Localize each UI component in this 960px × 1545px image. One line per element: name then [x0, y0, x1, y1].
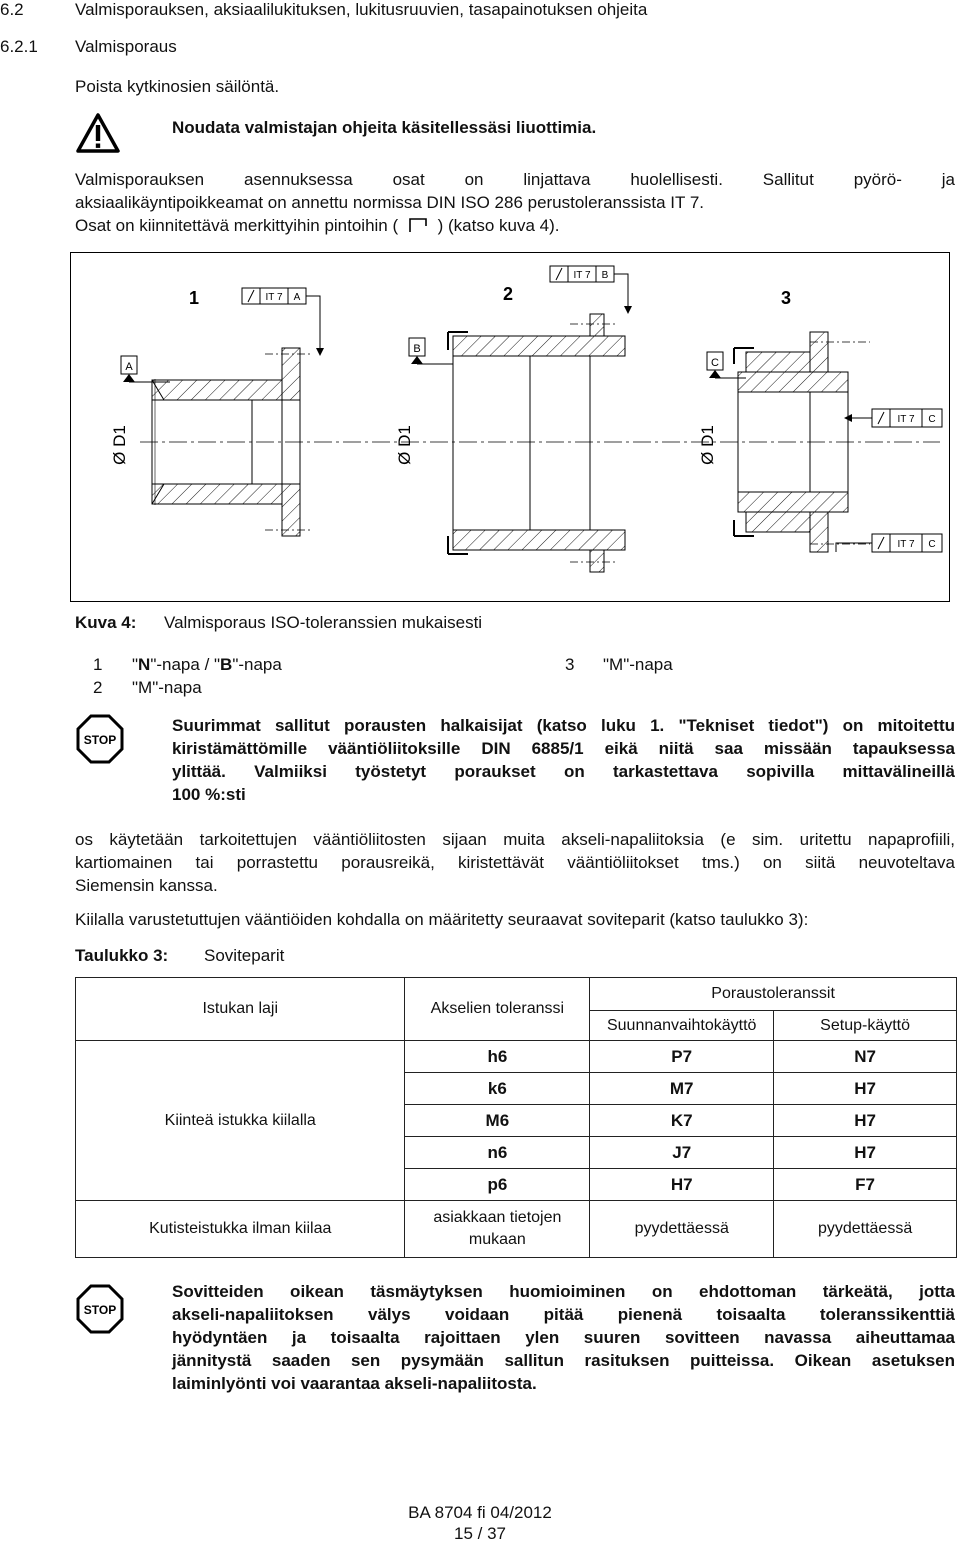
legend-item-2: "M"-napa	[132, 678, 202, 697]
para1-line3-end: ) (katso kuva 4).	[437, 216, 560, 235]
header-bore-tolerances: Poraustoleranssit	[590, 978, 957, 1011]
stop2-line1: Sovitteiden oikean täsmäytyksen huomioiminen on ehdottoman tärkeätä, jotta	[172, 1282, 955, 1301]
para2-line3: Siemensin kanssa.	[75, 876, 218, 895]
stop2-line5: laiminlyönti voi vaarantaa akseli-napaliitosta.	[172, 1374, 537, 1393]
table-label: Taulukko 3:	[75, 946, 169, 965]
figure-4-drawing	[70, 252, 950, 602]
fit-group-keyed: Kiinteä istukka kiilalla	[76, 1041, 405, 1201]
stop2-line2: akseli-napaliitoksen välys voidaan pitää pienenä toisaalta toleranssikenttiä	[172, 1305, 955, 1324]
surface-mark-icon	[407, 217, 429, 233]
para1-line1: Valmisporauksen asennuksessa osat on linjattava huolellisesti. Sallitut pyörö- ja	[75, 170, 955, 189]
warning-icon	[76, 112, 120, 154]
stop-icon	[76, 714, 124, 764]
footer-page-number: 15 / 37	[454, 1524, 506, 1543]
datum-c-label: C	[711, 357, 719, 369]
fit-group-shrink: Kutisteistukka ilman kiilaa	[76, 1201, 405, 1258]
para2-line2: kartiomainen tai porrastettu porausreikä, kiristettävät vääntiöliitokset tms.) on siitä neuvoteltava	[75, 853, 955, 872]
dia-label-3: Ø D1	[698, 425, 717, 465]
table-row: Kutisteistukka ilman kiilaa asiakkaan tietojen mukaan pyydettäessä pyydettäessä	[76, 1201, 957, 1258]
part-label-3: 3	[780, 288, 792, 308]
tolerance-frame-c-bottom	[836, 534, 942, 552]
header-fit-type: Istukan laji	[76, 978, 405, 1041]
subsection-number: 6.2.1	[0, 37, 38, 56]
datum-b-label: B	[413, 343, 421, 355]
legend-item-3-num: 3	[565, 655, 575, 674]
paragraph-coupling	[75, 828, 955, 897]
para2-line1: os käytetään tarkoitettujen vääntiöliitosten sijaan muita akseli-napaliitoksia (e sim. uritettu napaprofiili,	[75, 830, 955, 849]
tolerance-frame-a	[242, 288, 324, 356]
svg-text:B: B	[601, 270, 609, 281]
datum-a-label: A	[125, 361, 133, 373]
svg-text:A: A	[293, 292, 301, 303]
stop1-line1: Suurimmat sallitut porausten halkaisijat (katso luku 1. "Tekniset tiedot") on mitoitettu	[172, 716, 955, 735]
stop1-line4: 100 %:sti	[172, 785, 246, 804]
stop1-line3: ylittää. Valmiiksi työstetyt poraukset on tarkastettava sopivilla mittavälineillä	[172, 762, 955, 781]
table-title: Soviteparit	[204, 946, 285, 965]
intro-text: Poista kytkinosien säilöntä.	[75, 77, 280, 96]
part-label-2: 2	[502, 284, 514, 304]
figure-caption-text: Valmisporaus ISO-toleranssien mukaisesti	[164, 613, 483, 632]
svg-text:IT 7: IT 7	[265, 292, 283, 303]
hub-2-section	[448, 314, 625, 572]
svg-text:STOP: STOP	[83, 1303, 117, 1317]
svg-text:IT 7: IT 7	[897, 539, 915, 550]
legend-item-1: "N"-napa / "B"-napa	[132, 655, 282, 674]
svg-text:STOP: STOP	[83, 733, 117, 747]
dia-label-1: Ø D1	[110, 425, 129, 465]
svg-text:C: C	[928, 539, 936, 550]
stop2-line4: jännitystä saaden sen pysymään sallitun rasituksen puitteissa. Oikean asetuksen	[172, 1351, 955, 1370]
part-label-1: 1	[188, 288, 200, 308]
header-shaft-tolerance: Akselien toleranssi	[405, 978, 590, 1041]
warning-text: Noudata valmistajan ohjeita käsitellessäsi liuottimia.	[172, 118, 597, 137]
paragraph-alignment	[75, 168, 955, 237]
svg-text:C: C	[928, 414, 936, 425]
svg-text:IT 7: IT 7	[573, 270, 591, 281]
dia-label-2: Ø D1	[395, 425, 414, 465]
footer-doc-id: BA 8704 fi 04/2012	[408, 1503, 552, 1522]
legend-item-1-num: 1	[93, 655, 103, 674]
svg-text:IT 7: IT 7	[897, 414, 915, 425]
stop-icon	[76, 1284, 124, 1334]
stop-notice-2	[172, 1280, 955, 1395]
table-row: n6 J7 H7	[76, 1137, 957, 1169]
subsection-title: Valmisporaus	[75, 37, 177, 56]
legend-item-3: "M"-napa	[603, 655, 673, 674]
table-row: Kiinteä istukka kiilalla h6 P7 N7	[76, 1041, 957, 1073]
stop1-line2: kiristämättömille vääntiöliitoksille DIN 6885/1 eikä niitä saa missään tapauksessa	[172, 739, 955, 758]
header-reversing: Suunnanvaihtokäyttö	[590, 1011, 774, 1041]
paragraph-fits: Kiilalla varustetuttujen vääntiöiden kohdalla on määritetty seuraavat soviteparit (katso taulukko 3):	[75, 910, 809, 929]
table-row: M6 K7 H7	[76, 1105, 957, 1137]
para1-line2: aksiaalikäyntipoikkeamat on annettu normissa DIN ISO 286 perustoleranssista IT 7.	[75, 193, 704, 212]
stop-notice-1	[172, 714, 955, 806]
tolerance-frame-c-top	[844, 409, 942, 427]
legend-item-2-num: 2	[93, 678, 103, 697]
fit-table	[75, 977, 957, 1258]
header-setup: Setup-käyttö	[774, 1011, 957, 1041]
section-title: Valmisporauksen, aksiaalilukituksen, lukitusruuvien, tasapainotuksen ohjeita	[75, 0, 648, 19]
table-row: k6 M7 H7	[76, 1073, 957, 1105]
para1-line3	[75, 214, 955, 237]
section-number: 6.2	[0, 0, 24, 19]
para1-line3-start: Osat on kiinnitettävä merkittyihin pintoihin (	[75, 216, 399, 235]
figure-caption-label: Kuva 4:	[75, 613, 137, 632]
table-row: p6 H7 F7	[76, 1169, 957, 1201]
stop2-line3: hyödyntäen ja toisaalta rajoittaen ylen suuren sovitteen navassa aiheuttamaa	[172, 1328, 955, 1347]
tolerance-frame-b	[550, 266, 632, 314]
